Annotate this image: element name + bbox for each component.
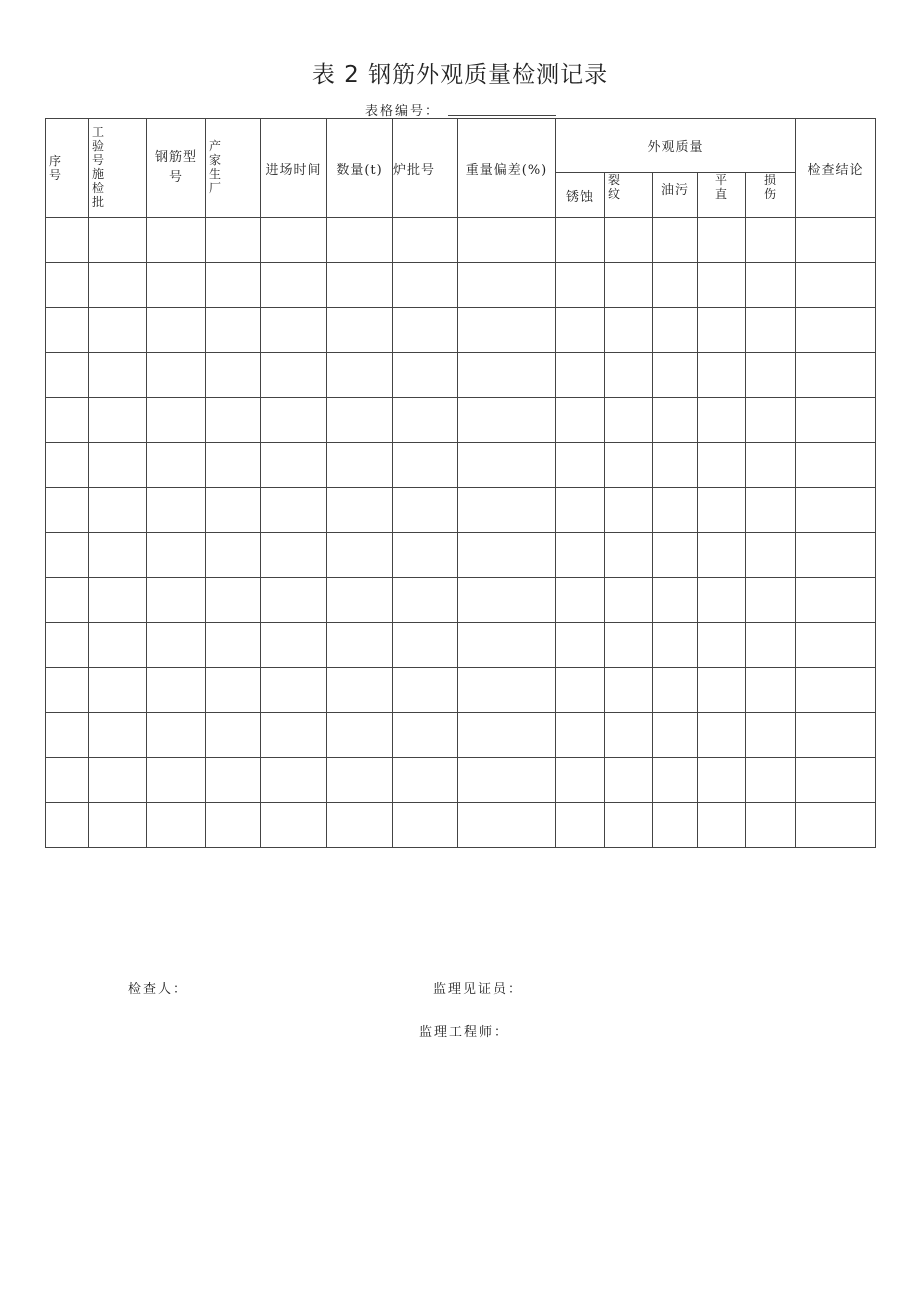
table-cell[interactable] [653, 623, 698, 668]
table-cell[interactable] [393, 353, 458, 398]
table-cell[interactable] [327, 263, 393, 308]
table-cell[interactable] [46, 308, 89, 353]
table-cell[interactable] [458, 623, 556, 668]
table-cell[interactable] [698, 308, 746, 353]
table-cell[interactable] [261, 443, 327, 488]
table-cell[interactable] [556, 668, 605, 713]
header-seq: 序号 [46, 119, 89, 218]
table-cell[interactable] [746, 758, 796, 803]
table-cell[interactable] [261, 308, 327, 353]
table-cell[interactable] [46, 578, 89, 623]
table-cell[interactable] [653, 218, 698, 263]
table-cell[interactable] [327, 398, 393, 443]
table-row [46, 263, 876, 308]
header-rust: 锈蚀 [556, 173, 605, 218]
table-cell[interactable] [796, 713, 876, 758]
table-cell[interactable] [327, 443, 393, 488]
table-cell[interactable] [746, 308, 796, 353]
header-conclusion: 检查结论 [796, 119, 876, 218]
table-cell[interactable] [556, 398, 605, 443]
table-cell[interactable] [698, 218, 746, 263]
table-cell[interactable] [206, 803, 261, 848]
table-cell[interactable] [458, 803, 556, 848]
table-cell[interactable] [605, 623, 653, 668]
table-row [46, 713, 876, 758]
table-cell[interactable] [796, 398, 876, 443]
table-cell[interactable] [261, 758, 327, 803]
table-cell[interactable] [261, 398, 327, 443]
table-cell[interactable] [458, 398, 556, 443]
table-cell[interactable] [46, 758, 89, 803]
table-cell[interactable] [746, 443, 796, 488]
table-cell[interactable] [796, 218, 876, 263]
table-cell[interactable] [698, 623, 746, 668]
table-cell[interactable] [796, 578, 876, 623]
table-cell[interactable] [89, 758, 147, 803]
table-cell[interactable] [89, 263, 147, 308]
table-cell[interactable] [605, 398, 653, 443]
table-cell[interactable] [393, 218, 458, 263]
table-cell[interactable] [206, 308, 261, 353]
table-cell[interactable] [327, 713, 393, 758]
table-cell[interactable] [796, 803, 876, 848]
table-cell[interactable] [556, 263, 605, 308]
table-cell[interactable] [556, 758, 605, 803]
table-cell[interactable] [698, 398, 746, 443]
table-cell[interactable] [796, 443, 876, 488]
table-cell[interactable] [746, 353, 796, 398]
table-cell[interactable] [746, 263, 796, 308]
table-cell[interactable] [206, 263, 261, 308]
header-damage: 损伤 [746, 173, 796, 218]
table-cell[interactable] [206, 668, 261, 713]
header-straight: 平直 [698, 173, 746, 218]
table-cell[interactable] [393, 263, 458, 308]
table-row [46, 533, 876, 578]
inspector-label: 检查人： [128, 982, 189, 997]
table-cell[interactable] [556, 443, 605, 488]
table-cell[interactable] [393, 488, 458, 533]
table-cell[interactable] [746, 218, 796, 263]
table-cell[interactable] [327, 488, 393, 533]
table-cell[interactable] [653, 263, 698, 308]
table-cell[interactable] [653, 353, 698, 398]
header-oil: 油污 [653, 173, 698, 218]
table-cell[interactable] [796, 668, 876, 713]
header-project: 工验号施检批 [89, 119, 147, 218]
table-cell[interactable] [261, 623, 327, 668]
table-cell[interactable] [327, 308, 393, 353]
table-row [46, 803, 876, 848]
table-cell[interactable] [147, 488, 206, 533]
table-cell[interactable] [261, 218, 327, 263]
table-cell[interactable] [89, 668, 147, 713]
table-cell[interactable] [206, 398, 261, 443]
table-cell[interactable] [605, 443, 653, 488]
table-cell[interactable] [653, 308, 698, 353]
table-cell[interactable] [556, 533, 605, 578]
table-cell[interactable] [89, 398, 147, 443]
form-number-field[interactable] [448, 115, 556, 116]
table-row [46, 758, 876, 803]
table-cell[interactable] [605, 668, 653, 713]
table-cell[interactable] [393, 668, 458, 713]
table-cell[interactable] [458, 263, 556, 308]
table-cell[interactable] [458, 218, 556, 263]
table-cell[interactable] [605, 263, 653, 308]
table-cell[interactable] [458, 668, 556, 713]
table-cell[interactable] [556, 308, 605, 353]
table-cell[interactable] [147, 263, 206, 308]
table-cell[interactable] [89, 443, 147, 488]
table-cell[interactable] [46, 713, 89, 758]
table-cell[interactable] [327, 533, 393, 578]
table-cell[interactable] [147, 308, 206, 353]
table-cell[interactable] [653, 668, 698, 713]
table-cell[interactable] [653, 488, 698, 533]
table-cell[interactable] [46, 668, 89, 713]
table-cell[interactable] [89, 353, 147, 398]
table-cell[interactable] [458, 443, 556, 488]
table-row [46, 353, 876, 398]
table-cell[interactable] [746, 488, 796, 533]
table-cell[interactable] [458, 713, 556, 758]
table-row [46, 218, 876, 263]
table-cell[interactable] [206, 758, 261, 803]
table-cell[interactable] [89, 578, 147, 623]
table-cell[interactable] [393, 713, 458, 758]
table-cell[interactable] [556, 713, 605, 758]
table-cell[interactable] [206, 578, 261, 623]
table-cell[interactable] [653, 713, 698, 758]
table-cell[interactable] [556, 353, 605, 398]
inspection-table [45, 118, 876, 848]
table-cell[interactable] [327, 758, 393, 803]
table-cell[interactable] [147, 533, 206, 578]
table-cell[interactable] [147, 578, 206, 623]
table-cell[interactable] [206, 713, 261, 758]
page-title: 表 2 钢筋外观质量检测记录 [311, 62, 609, 88]
table-cell[interactable] [556, 488, 605, 533]
table-cell[interactable] [653, 533, 698, 578]
table-cell[interactable] [458, 353, 556, 398]
table-cell[interactable] [605, 713, 653, 758]
table-row [46, 308, 876, 353]
table-cell[interactable] [458, 758, 556, 803]
table-cell[interactable] [698, 758, 746, 803]
table-cell[interactable] [796, 308, 876, 353]
table-cell[interactable] [46, 488, 89, 533]
table-cell[interactable] [698, 713, 746, 758]
header-quantity: 数量(t) [327, 119, 393, 218]
table-cell[interactable] [393, 758, 458, 803]
table-cell[interactable] [147, 668, 206, 713]
table-cell[interactable] [206, 443, 261, 488]
table-cell[interactable] [261, 668, 327, 713]
table-cell[interactable] [89, 803, 147, 848]
table-cell[interactable] [605, 578, 653, 623]
table-cell[interactable] [458, 578, 556, 623]
table-cell[interactable] [147, 713, 206, 758]
table-cell[interactable] [556, 803, 605, 848]
table-row [46, 443, 876, 488]
table-cell[interactable] [746, 533, 796, 578]
table-cell[interactable] [605, 218, 653, 263]
header-appearance: 外观质量 [556, 119, 796, 173]
table-cell[interactable] [605, 353, 653, 398]
table-cell[interactable] [89, 713, 147, 758]
table-cell[interactable] [327, 218, 393, 263]
table-cell[interactable] [147, 353, 206, 398]
table-cell[interactable] [327, 353, 393, 398]
table-cell[interactable] [261, 353, 327, 398]
table-cell[interactable] [556, 218, 605, 263]
table-cell[interactable] [653, 803, 698, 848]
table-cell[interactable] [206, 488, 261, 533]
table-cell[interactable] [796, 623, 876, 668]
header-entry-time: 进场时间 [261, 119, 327, 218]
table-cell[interactable] [796, 488, 876, 533]
form-number-label: 表格编号： [365, 104, 441, 119]
table-cell[interactable] [46, 623, 89, 668]
supervisor-witness-label: 监理见证员： [433, 982, 524, 997]
table-cell[interactable] [46, 533, 89, 578]
table-row [46, 578, 876, 623]
table-cell[interactable] [698, 353, 746, 398]
table-cell[interactable] [698, 488, 746, 533]
table-cell[interactable] [89, 533, 147, 578]
table-cell[interactable] [698, 263, 746, 308]
table-cell[interactable] [393, 803, 458, 848]
table-cell[interactable] [653, 578, 698, 623]
table-cell[interactable] [796, 353, 876, 398]
table-cell[interactable] [746, 803, 796, 848]
header-crack: 裂纹 [605, 173, 653, 218]
table-cell[interactable] [698, 803, 746, 848]
table-cell[interactable] [327, 803, 393, 848]
table-cell[interactable] [653, 443, 698, 488]
table-cell[interactable] [393, 533, 458, 578]
table-cell[interactable] [605, 533, 653, 578]
table-cell[interactable] [393, 398, 458, 443]
table-cell[interactable] [261, 263, 327, 308]
table-cell[interactable] [327, 668, 393, 713]
table-cell[interactable] [393, 443, 458, 488]
table-cell[interactable] [698, 578, 746, 623]
header-factory: 产家生厂 [206, 119, 261, 218]
table-cell[interactable] [556, 623, 605, 668]
table-cell[interactable] [147, 218, 206, 263]
table-cell[interactable] [46, 443, 89, 488]
supervising-engineer-label: 监理工程师： [419, 1025, 510, 1040]
table-cell[interactable] [89, 308, 147, 353]
table-cell[interactable] [605, 488, 653, 533]
table-cell[interactable] [89, 623, 147, 668]
table-row [46, 398, 876, 443]
table-cell[interactable] [46, 263, 89, 308]
table-cell[interactable] [458, 488, 556, 533]
table-row [46, 623, 876, 668]
table-cell[interactable] [796, 533, 876, 578]
table-cell[interactable] [393, 623, 458, 668]
table-cell[interactable] [147, 803, 206, 848]
table-cell[interactable] [746, 713, 796, 758]
table-cell[interactable] [698, 668, 746, 713]
table-cell[interactable] [796, 263, 876, 308]
table-cell[interactable] [653, 758, 698, 803]
header-weight-deviation: 重量偏差(%) [458, 119, 556, 218]
table-cell[interactable] [605, 758, 653, 803]
table-cell[interactable] [746, 668, 796, 713]
table-cell[interactable] [46, 218, 89, 263]
table-cell[interactable] [393, 308, 458, 353]
table-cell[interactable] [261, 578, 327, 623]
table-cell[interactable] [147, 623, 206, 668]
table-cell[interactable] [653, 398, 698, 443]
table-cell[interactable] [147, 443, 206, 488]
table-cell[interactable] [147, 398, 206, 443]
table-cell[interactable] [605, 308, 653, 353]
table-cell[interactable] [698, 443, 746, 488]
table-cell[interactable] [746, 623, 796, 668]
table-cell[interactable] [698, 533, 746, 578]
table-cell[interactable] [147, 758, 206, 803]
table-cell[interactable] [89, 488, 147, 533]
table-cell[interactable] [746, 578, 796, 623]
table-cell[interactable] [458, 533, 556, 578]
table-cell[interactable] [458, 308, 556, 353]
table-cell[interactable] [261, 488, 327, 533]
table-cell[interactable] [605, 803, 653, 848]
table-row [46, 488, 876, 533]
table-cell[interactable] [46, 803, 89, 848]
table-cell[interactable] [206, 533, 261, 578]
table-row [46, 668, 876, 713]
table-cell[interactable] [261, 713, 327, 758]
table-cell[interactable] [206, 623, 261, 668]
table-cell[interactable] [556, 578, 605, 623]
header-batch: 炉批号 [393, 119, 458, 218]
table-cell[interactable] [393, 578, 458, 623]
table-cell[interactable] [206, 353, 261, 398]
table-cell[interactable] [746, 398, 796, 443]
table-cell[interactable] [89, 218, 147, 263]
table-cell[interactable] [796, 758, 876, 803]
table-cell[interactable] [46, 353, 89, 398]
table-cell[interactable] [261, 533, 327, 578]
table-cell[interactable] [327, 578, 393, 623]
table-cell[interactable] [46, 398, 89, 443]
header-row-1 [46, 119, 876, 173]
header-model: 钢筋型号 [147, 119, 206, 218]
table-cell[interactable] [327, 623, 393, 668]
table-cell[interactable] [261, 803, 327, 848]
table-cell[interactable] [206, 218, 261, 263]
